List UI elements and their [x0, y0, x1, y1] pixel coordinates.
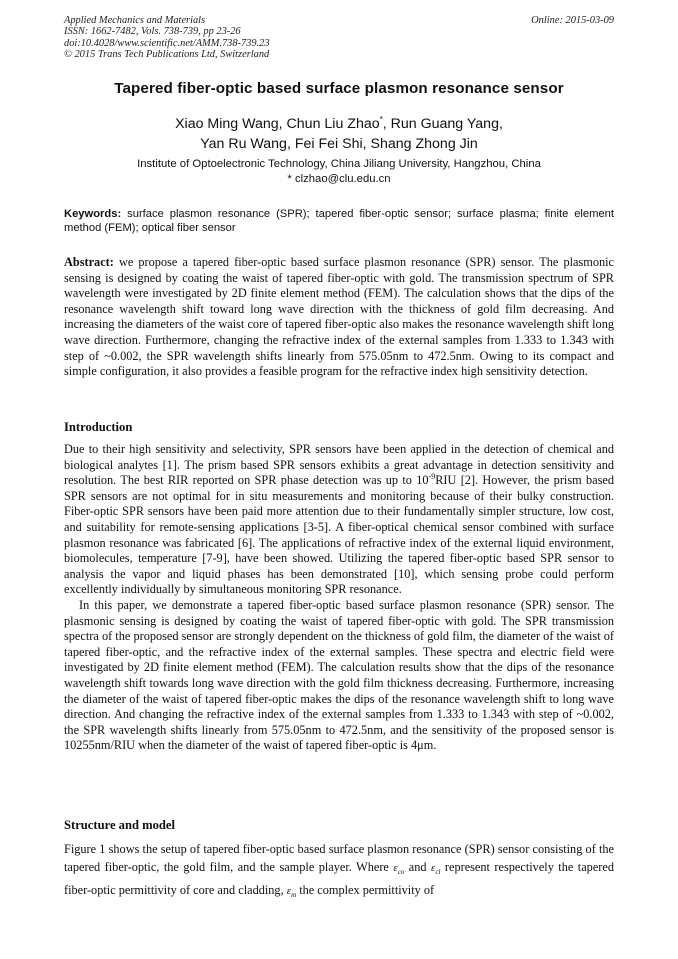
- abstract: [64, 255, 614, 380]
- journal-name: Applied Mechanics and Materials: [64, 15, 206, 26]
- author-line-1: [0, 114, 678, 134]
- keywords-label: Keywords:: [64, 208, 122, 220]
- introduction-body: [64, 442, 614, 754]
- paper-title: Tapered fiber-optic based surface plasmon resonance sensor: [114, 80, 564, 97]
- intro-p1-exponent: -9: [428, 472, 436, 482]
- journal-header: [64, 15, 270, 60]
- issn-line: ISSN: 1662-7482, Vols. 738-739, pp 23-26: [64, 26, 241, 38]
- email: * clzhao@clu.edu.cn: [287, 173, 391, 185]
- keywords: [64, 208, 614, 235]
- epsilon-cl-symbol: $\varepsilon_{cl}$: [431, 862, 441, 877]
- author-line-2: Yan Ru Wang, Fei Fei Shi, Shang Zhong Jin: [200, 136, 478, 152]
- intro-paragraph-2: In this paper, we demonstrate a tapered fiber-optic based surface plasmon resonance (SPR) sensor. The plasmonic sensing is designed by coating the waist of tapered fiber-optic with gold. The SPR transmission spectra of the proposed sensor are strongly dependent on the thickness of gold film, the diameter of the waist of tapered fiber-optic, and the refractive index of the external samples. These spectra and electric field were investigated by 2D finite element method (FEM). The calculation results show that the dips of the resonance wavelength shift towards long wave direction with the gold film thickness decreasing. Furthermore, increasing the diameter of the waist of tapered fiber-optic makes the dips of the resonance wavelength shift to long wave direction. And changing the refractive index of the external samples from 1.333 to 1.343 with step of ~0.002, the SPR wavelength shifts linearly from 575.05nm to 472.5nm, and the sensitivity of the proposed sensor is 10255nm/RIU when the diameter of the waist of tapered fiber-optic is 4μm.: [64, 597, 614, 753]
- affiliation-block: [0, 157, 678, 187]
- intro-paragraph-1: [64, 442, 614, 598]
- abstract-label: Abstract:: [64, 255, 114, 269]
- abstract-text: we propose a tapered fiber-optic based surface plasmon resonance (SPR) sensor. The plasmonic sensing is designed by coating the waist of tapered fiber-optic with gold. The transmission spectrum of SPR wavelength were investigated by 2D finite element method (FEM). The calculation shows that the dips of the resonance wavelength shift toward long wave direction with the thickness of gold film decreasing. And increasing the diameters of the waist core of tapered fiber-optic also makes the resonance wavelength shift long wave direction. Furthermore, changing the refractive index of the external samples from 1.333 to 1.343 with step of ~0.002, the SPR wavelength shifts linearly from 575.05nm to 472.5nm. Owing to its compact and simple configuration, it also provides a feasible program for the refractive index high sensitivity detection.: [64, 255, 614, 379]
- affiliation: Institute of Optoelectronic Technology, China Jiliang University, Hangzhou, China: [137, 158, 541, 170]
- online-date: Online: 2015-03-09: [531, 15, 614, 26]
- section-heading-structure: Structure and model: [64, 818, 176, 832]
- structure-text-3: represent respectively the tapered fiber-optic permittivity of core and cladding,: [64, 860, 614, 898]
- structure-text-2: and: [404, 860, 432, 874]
- doi-line: doi:10.4028/www.scientific.net/AMM.738-739.23: [64, 37, 270, 49]
- intro-p1-part-a: Due to their high sensitivity and selectivity, SPR sensors have been applied in the detection of chemical and biological analytes [1]. The prism based SPR sensors exhibits a great advantage in detection sensitivity and resolution. The best RIR reported on SPR phase detection was up to 10: [64, 442, 614, 488]
- structure-text-1: Figure 1 shows the setup of tapered fiber-optic based surface plasmon resonance (SPR) sensor consisting of the tapered fiber-optic, the gold film, and the sample player. Where: [64, 842, 614, 874]
- copyright-line: © 2015 Trans Tech Publications Ltd, Switzerland: [64, 48, 270, 60]
- author-list: [0, 114, 678, 154]
- structure-text-4: the complex permittivity of: [296, 883, 435, 898]
- authors-part-1: Xiao Ming Wang, Chun Liu Zhao: [175, 116, 380, 132]
- intro-p1-part-b: RIU [2]. However, the prism based SPR sensors are not optimal for in situ measurements and monitoring because of their bulky construction. Fiber-optic SPR sensors have been paid more attention due to their fundamentally simpler structure, low cost, and suitability for remote-sensing applications [3-5]. A fiber-optical chemical sensor combined with surface plasmon resonance was fabricated [6]. The applications of refractive index of the external liquid environment, biomolecules, temperature [7-9], have been showed. Utilizing the tapered fiber-optic based SPR sensor to analysis the vapor and liquid phases has been demonstrated [10], which sensing probe could perform excellently individually by simultaneous monitoring SPR resonance.: [64, 473, 614, 597]
- keywords-text: surface plasmon resonance (SPR); tapered fiber-optic sensor; surface plasma; finite element method (FEM); optical fiber sensor: [64, 208, 615, 234]
- corresponding-mark: *: [379, 115, 383, 124]
- epsilon-m-symbol: $\varepsilon_m$: [286, 885, 297, 900]
- structure-body: [64, 840, 614, 904]
- epsilon-co-symbol: $\varepsilon_{co}$: [393, 862, 405, 877]
- section-heading-introduction: Introduction: [64, 420, 133, 434]
- authors-part-2: , Run Guang Yang,: [382, 116, 503, 132]
- structure-paragraph: [64, 840, 614, 904]
